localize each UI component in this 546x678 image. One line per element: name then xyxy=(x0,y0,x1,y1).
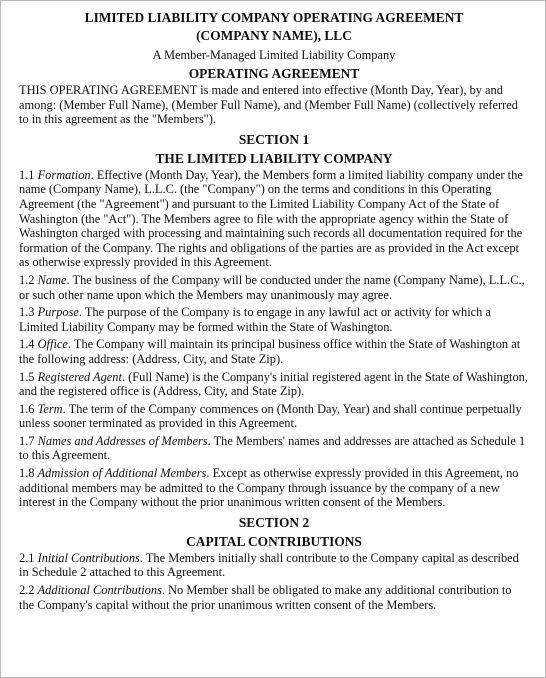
clause-number: 2.2 xyxy=(19,583,35,598)
clause-1-8: 1.8 Admission of Additional Members. Except as otherwise expressly provided in this Agreement, no additional members may be admitted to the Company through issuance by the company of a new interest in the Company without the prior unanimous written consent of the Members. xyxy=(19,466,519,510)
section-2-label: SECTION 2 xyxy=(238,514,310,530)
clause-2-2: 2.2 Additional Contributions. No Member shall be obligated to make any additional contribution to the Company's capital without the prior unanimous written consent of the Members. xyxy=(19,583,512,612)
clause-1-5: 1.5 Registered Agent. (Full Name) is the Company's initial registered agent in the State of Washington, and the registered office is (Address, City, and State Zip). xyxy=(19,369,528,399)
clause-text: The Company will maintain its principal business office within the State of Washington at the following address: (Address, City, and State Zip). xyxy=(19,337,521,366)
clause-term: Office xyxy=(37,337,68,352)
clause-term: Registered Agent xyxy=(37,369,122,384)
clause-term: Name xyxy=(37,272,67,287)
clause-term: Purpose xyxy=(37,305,79,320)
clause-1-2: 1.2 Name. The business of the Company will be conducted under the name (Company Name), L.L.C., or such other name upon which the Members may unanimously may agree. xyxy=(19,272,525,302)
company-name-heading: (COMPANY NAME), LLC xyxy=(196,28,352,43)
clause-term: Term xyxy=(37,401,63,416)
clause-1-1: 1.1 Formation. Effective (Month Day, Year), the Members form a limited liability company under the name (Company Name), L.L.C. (the "Company") on the terms and conditions in this Operating Agreement (the "Agreement") and pursuant to the Limited Liability Company Act of the State of Washington (the "Act"). The Members agree to file with the appropriate agency within the State of Washington charged with processing and maintaining such records all documentation required for the formation of the Company. The rights and obligations of the parties are as provided in the Act except as otherwise expressly provided in this Agreement. xyxy=(19,167,523,270)
clause-number: 1.7 xyxy=(19,433,35,448)
clause-text: The business of the Company will be conducted under the name (Company Name), L.L.C., or such other name upon which the Members may unanimously may agree. xyxy=(19,272,525,302)
section-1-title: THE LIMITED LIABILITY COMPANY xyxy=(155,150,393,166)
clause-number: 1.1 xyxy=(19,167,35,182)
intro-paragraph: THIS OPERATING AGREEMENT is made and entered into effective (Month Day, Year), by and among: (Member Full Name), (Member Full Name), and (Member Full Name) (collectively referred to in this agreement as the "Members"). xyxy=(19,83,518,127)
clause-number: 1.5 xyxy=(19,369,35,384)
clause-1-7: 1.7 Names and Addresses of Members. The Members' names and addresses are attached as Schedule 1 to this Agreement. xyxy=(19,433,526,463)
clause-text: Except as otherwise expressly provided in this Agreement, no additional members may be admitted to the Company through issuance by the company of a new interest in the Company without the prior unanimous written consent of the Members. xyxy=(19,466,519,510)
clause-number: 1.3 xyxy=(19,305,35,320)
agreement-heading: OPERATING AGREEMENT xyxy=(188,66,360,81)
clause-text: (Full Name) is the Company's initial registered agent in the State of Washington, and the registered office is (Address, City, and State Zip). xyxy=(19,369,528,399)
document-title: LIMITED LIABILITY COMPANY OPERATING AGREEMENT xyxy=(84,10,464,25)
clause-1-3: 1.3 Purpose. The purpose of the Company is to engage in any lawful act or activity for which a Limited Liability Company may be formed within the State of Washington. xyxy=(19,305,491,334)
clause-text: The term of the Company commences on (Month Day, Year) and shall continue perpetually unless sooner terminated as provided in this Agreement. xyxy=(19,401,522,431)
clause-term: Initial Contributions xyxy=(37,550,140,565)
clause-number: 1.4 xyxy=(19,337,35,352)
clause-text: The purpose of the Company is to engage in any lawful act or activity for which a Limited Liability Company may be formed within the State of Washington. xyxy=(19,305,491,334)
clause-term: Additional Contributions xyxy=(37,583,162,598)
section-2-title: CAPITAL CONTRIBUTIONS xyxy=(186,533,362,549)
section-1-label: SECTION 1 xyxy=(238,131,310,147)
clause-1-6: 1.6 Term. The term of the Company commences on (Month Day, Year) and shall continue perpetually unless sooner terminated as provided in this Agreement. xyxy=(19,401,522,431)
clause-text: The Members initially shall contribute to the Company capital as described in Schedule 2 attached to this Agreement. xyxy=(19,550,519,580)
clause-term: Formation xyxy=(37,167,91,182)
clause-number: 1.6 xyxy=(19,401,35,416)
document-body xyxy=(19,9,529,615)
clause-number: 2.1 xyxy=(19,550,35,565)
clause-number: 1.8 xyxy=(19,466,35,481)
document-subtitle: A Member-Managed Limited Liability Company xyxy=(152,48,396,62)
clause-text: Effective (Month Day, Year), the Members form a limited liability company under the name (Company Name), L.L.C. (the "Company") on the terms and conditions in this Operating Agreement (the "Agreement") and pursuant to the Limited Liability Company Act of the State of Washington (the "Act"). The Members agree to file with the appropriate agency within the State of Washington charged with processing and maintaining such records all documentation required for the formation of the Company. The rights and obligations of the parties are as provided in the Act except as otherwise expressly provided in this Agreement. xyxy=(19,167,523,270)
clause-term: Names and Addresses of Members xyxy=(37,433,208,448)
clause-number: 1.2 xyxy=(19,272,35,287)
clause-text: No Member shall be obligated to make any additional contribution to the Company's capital without the prior unanimous written consent of the Members. xyxy=(19,583,512,612)
clause-term: Admission of Additional Members xyxy=(37,466,207,481)
clause-1-4: 1.4 Office. The Company will maintain its principal business office within the State of Washington at the following address: (Address, City, and State Zip). xyxy=(19,337,521,366)
clause-text: The Members' names and addresses are attached as Schedule 1 to this Agreement. xyxy=(19,433,526,463)
clause-2-1: 2.1 Initial Contributions. The Members initially shall contribute to the Company capital as described in Schedule 2 attached to this Agreement. xyxy=(19,550,519,580)
